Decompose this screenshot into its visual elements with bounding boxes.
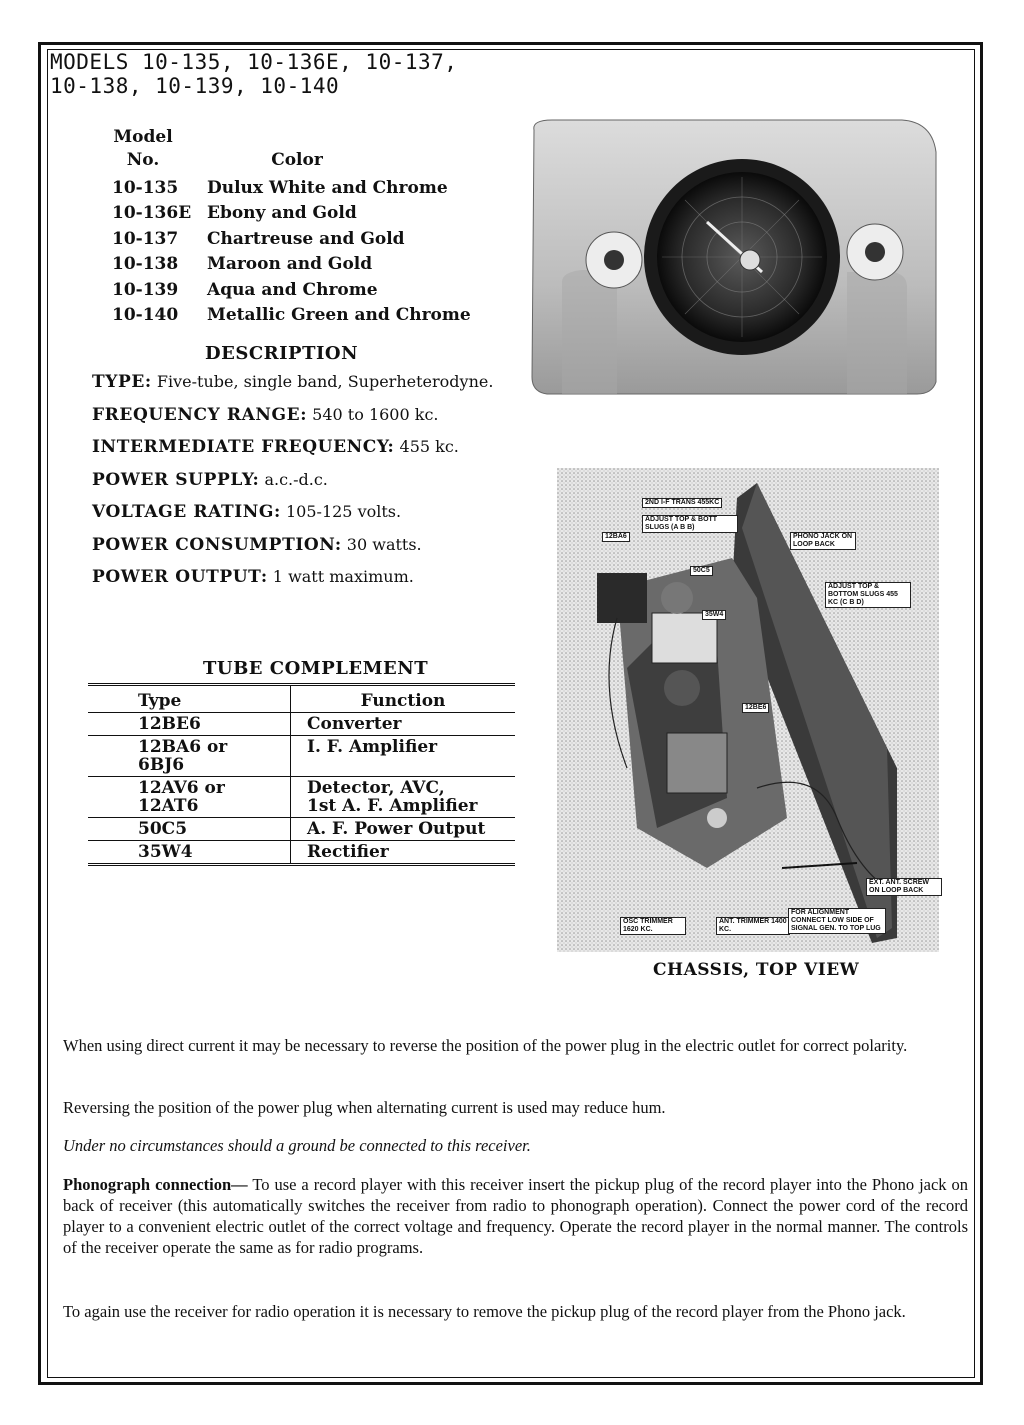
tube-function-line: I. F. Amplifier — [307, 737, 438, 757]
model-color: Maroon and Gold — [207, 254, 373, 274]
tube-function — [291, 841, 516, 865]
callout-if-trans: 2ND I-F TRANS 455KC — [642, 498, 722, 508]
model-number: 10-140 — [112, 305, 179, 325]
chassis-caption: CHASSIS, TOP VIEW — [653, 960, 860, 980]
tube-function-line: 1st A. F. Amplifier — [307, 796, 478, 816]
paragraph-ground-warning: Under no circumstances should a ground be connected to this receiver. — [63, 1136, 531, 1155]
model-head-line-2: No. — [126, 150, 160, 170]
spec-label: POWER SUPPLY: — [92, 470, 260, 490]
callout-tube-50c5: 50C5 — [690, 566, 713, 576]
models-header-line-1: MODELS 10-135, 10-136E, 10-137, — [50, 50, 458, 74]
spec-label: FREQUENCY RANGE: — [92, 405, 308, 425]
tube-type-line: 12AV6 or — [138, 778, 225, 798]
tube-function — [291, 818, 516, 841]
paragraph-radio-operation: To again use the receiver for radio operation it is necessary to remove the pickup plug of the record player from the Phono jack. — [63, 1302, 906, 1321]
tube-row — [88, 736, 515, 777]
model-number: 10-137 — [112, 229, 179, 249]
paragraph-reversing-plug: Reversing the position of the power plug when alternating current is used may reduce hum. — [63, 1098, 666, 1117]
tube-type-line: 12BA6 or — [138, 737, 228, 757]
phonograph-text: To use a record player with this receiver insert the pickup plug of the record player into the Phono jack on back of receiver (this automatically switches the receiver from radio to phonograph operation). Connect the power cord of the record player to a convenient electric outlet of the correct voltage and frequency. Operate the record player in the normal manner. The controls of the receiver operate the same as for radio programs. — [63, 1175, 969, 1257]
tube-type-line: 50C5 — [138, 819, 188, 839]
tube-table-header — [88, 685, 515, 713]
spec-value: 105-125 volts. — [286, 502, 402, 521]
model-row — [112, 176, 448, 201]
color-column-head: Color — [271, 150, 323, 170]
model-head-line-1: Model — [113, 127, 173, 147]
spec-value: 30 watts. — [346, 535, 422, 554]
callout-ant-trimmer: ANT. TRIMMER 1400 KC. — [716, 917, 790, 935]
model-number: 10-139 — [112, 280, 179, 300]
model-row — [112, 227, 405, 252]
model-row — [112, 201, 357, 226]
tube-complement-table — [88, 683, 515, 866]
tube-type — [88, 841, 291, 865]
spec-value: 540 to 1600 kc. — [312, 405, 439, 424]
tube-type-line: 12BE6 — [138, 714, 201, 734]
spec-label: TYPE: — [92, 372, 152, 392]
tube-row — [88, 777, 515, 818]
tube-type-line: 6BJ6 — [138, 755, 185, 775]
spec-intermediate-frequency — [92, 437, 459, 457]
spec-value: a.c.-d.c. — [264, 470, 328, 489]
callout-tube-12ba6: 12BA6 — [602, 532, 630, 542]
radio-illustration — [522, 112, 942, 402]
tube-type — [88, 713, 291, 736]
spec-type — [92, 372, 493, 392]
tube-function — [291, 777, 516, 818]
phonograph-lead: Phonograph connection— — [63, 1175, 248, 1194]
tube-row — [88, 841, 515, 865]
tube-type-line: 35W4 — [138, 842, 193, 862]
model-no-column-head — [112, 126, 174, 172]
models-header — [50, 50, 470, 98]
callout-adjust-abb: ADJUST TOP & BOTT SLUGS (A B B) — [642, 515, 738, 533]
callout-phono-jack: PHONO JACK ON LOOP BACK — [790, 532, 856, 550]
model-color: Metallic Green and Chrome — [207, 305, 471, 325]
paragraph-direct-current: When using direct current it may be necessary to reverse the position of the power plug in the electric outlet for correct polarity. — [63, 1036, 908, 1055]
spec-value: 1 watt maximum. — [272, 567, 414, 586]
model-number: 10-136E — [112, 203, 192, 223]
model-color: Ebony and Gold — [207, 203, 357, 223]
spec-power-output — [92, 567, 414, 587]
callout-adjust-cbd: ADJUST TOP & BOTTOM SLUGS 455 KC (C B D) — [825, 582, 911, 608]
spec-label: POWER OUTPUT: — [92, 567, 268, 587]
callout-tube-12be6: 12BE6 — [742, 703, 769, 713]
tube-row — [88, 713, 515, 736]
spec-voltage-rating — [92, 502, 401, 522]
tube-function-line: A. F. Power Output — [307, 819, 486, 839]
tube-type — [88, 818, 291, 841]
description-title: DESCRIPTION — [205, 343, 359, 364]
model-color: Aqua and Chrome — [207, 280, 378, 300]
tube-function-line: Detector, AVC, — [307, 778, 445, 798]
callout-alignment: FOR ALIGNMENT CONNECT LOW SIDE OF SIGNAL GEN. TO TOP LUG — [788, 908, 886, 934]
tube-function — [291, 713, 516, 736]
tube-type — [88, 777, 291, 818]
spec-value: 455 kc. — [399, 437, 459, 456]
tube-function-line: Rectifier — [307, 842, 389, 862]
callout-osc-trimmer: OSC TRIMMER 1620 KC. — [620, 917, 686, 935]
spec-label: INTERMEDIATE FREQUENCY: — [92, 437, 395, 457]
model-color: Dulux White and Chrome — [207, 178, 448, 198]
model-color: Chartreuse and Gold — [207, 229, 405, 249]
model-row — [112, 252, 372, 277]
paragraph-phonograph — [63, 1174, 968, 1258]
models-header-line-2: 10-138, 10-139, 10-140 — [50, 74, 340, 98]
tube-function-head: Function — [291, 685, 516, 713]
callout-ext-ant: EXT. ANT. SCREW ON LOOP BACK — [866, 878, 942, 896]
spec-label: VOLTAGE RATING: — [92, 502, 281, 522]
radio-photo — [522, 112, 942, 402]
tube-type — [88, 736, 291, 777]
spec-power-supply — [92, 470, 328, 490]
tube-row — [88, 818, 515, 841]
model-number: 10-138 — [112, 254, 179, 274]
tube-type-head: Type — [88, 685, 291, 713]
model-row — [112, 278, 378, 303]
tube-function — [291, 736, 516, 777]
model-row — [112, 303, 471, 328]
tube-type-line: 12AT6 — [138, 796, 199, 816]
model-number: 10-135 — [112, 178, 179, 198]
spec-power-consumption — [92, 535, 422, 555]
callout-tube-35w4: 35W4 — [702, 610, 726, 620]
spec-value: Five-tube, single band, Superheterodyne. — [156, 372, 494, 391]
tube-complement-title: TUBE COMPLEMENT — [203, 658, 429, 679]
spec-frequency-range — [92, 405, 439, 425]
spec-label: POWER CONSUMPTION: — [92, 535, 342, 555]
tube-function-line: Converter — [307, 714, 402, 734]
